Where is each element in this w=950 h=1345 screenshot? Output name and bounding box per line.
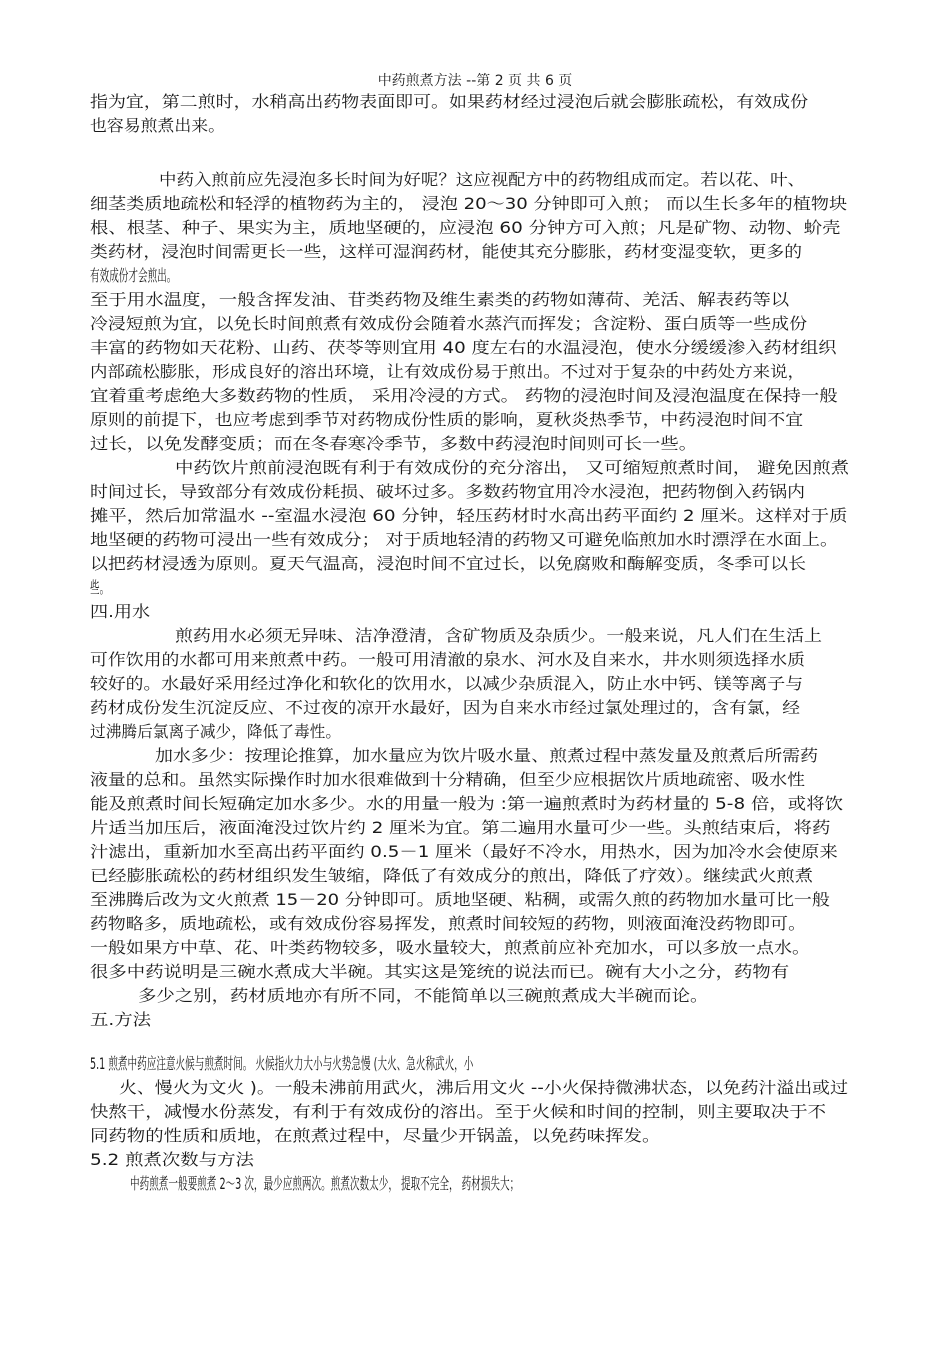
text-line: 摊平，然后加常温水 --室温水浸泡 60 分钟，轻压药材时水高出药平面约 2 厘米。这样对于质 — [90, 506, 848, 525]
section-heading: 5.1 煎煮中药应注意火候与煎煮时间。 火候指火力大小与火势急慢 (大火、急火称武火，小 — [90, 1054, 474, 1073]
text-line: 较好的。水最好采用经过净化和软化的饮用水，以减少杂质混入，防止水中钙、镁等离子与 — [90, 674, 804, 693]
text-line: 指为宜，第二煎时，水稍高出药物表面即可。如果药材经过浸泡后就会膨胀疏松，有效成份 — [90, 92, 809, 111]
text-line: 丰富的药物如天花粉、山药、茯苓等则宜用 40 度左右的水温浸泡，使水分缓缓渗入药材组织 — [90, 338, 837, 357]
text-line: 过沸腾后氯离子减少，降低了毒性。 — [90, 722, 342, 741]
text-line: 同药物的性质和质地，在煎煮过程中，尽量少开锅盖，以免药味挥发。 — [90, 1126, 661, 1145]
text-line: 冷浸短煎为宜，以免长时间煎煮有效成份会随着水蒸汽而挥发；含淀粉、蛋白质等一些成份 — [90, 314, 808, 333]
page-header: 中药煎煮方法 --第 2 页 共 6 页 — [377, 73, 573, 89]
text-line: 煎药用水必须无异味、洁净澄清，含矿物质及杂质少。一般来说，凡人们在生活上 — [175, 626, 823, 645]
text-line: 中药入煎前应先浸泡多长时间为好呢？这应视配方中的药物组成而定。若以花、叶、 — [159, 170, 806, 189]
text-line: 至沸腾后改为文火煎煮 15－20 分钟即可。质地坚硬、粘稠，或需久煎的药物加水量可比一般 — [90, 890, 830, 909]
text-line: 类药材，浸泡时间需更长一些，这样可湿润药材，能使其充分膨胀，药材变湿变软，更多的 — [90, 242, 803, 261]
text-line: 内部疏松膨胀，形成良好的溶出环境，让有效成份易于煎出。不过对于复杂的中药处方来说， — [90, 362, 805, 381]
text-line: 时间过长，导致部分有效成份耗损、破坏过多。多数药物宜用冷水浸泡，把药物倒入药锅内 — [90, 482, 806, 501]
text-line: 中药饮片煎前浸泡既有利于有效成份的充分溶出， 又可缩短煎煮时间， 避免因煎煮 — [175, 458, 850, 477]
text-line: 液量的总和。虽然实际操作时加水很难做到十分精确，但至少应根据饮片质地疏密、吸水性 — [90, 770, 806, 789]
text-line: 能及煎煮时间长短确定加水多少。水的用量一般为 :第一遍煎煮时为药材量的 5-8 倍，或将饮 — [90, 794, 844, 813]
text-line: 火、慢火为文火 )。一般未沸前用武火，沸后用文火 --小火保持微沸状态，以免药汁溢出或过 — [119, 1078, 848, 1097]
text-line: 也容易煎煮出来。 — [90, 116, 226, 135]
text-line: 多少之别，药材质地亦有所不同，不能简单以三碗煎煮成大半碗而论。 — [138, 986, 709, 1005]
text-line: 些。 — [90, 578, 110, 597]
text-line: 很多中药说明是三碗水煮成大半碗。其实这是笼统的说法而已。碗有大小之分，药物有 — [90, 962, 790, 981]
text-line: 片适当加压后，液面淹没过饮片约 2 厘米为宜。第二遍用水量可少一些。头煎结束后，将药 — [90, 818, 831, 837]
text-line: 可作饮用的水都可用来煎煮中药。一般可用清澈的泉水、河水及自来水，井水则须选择水质 — [90, 650, 806, 669]
section-heading: 四.用水 — [90, 602, 151, 621]
text-line: 有效成份才会煎出。 — [90, 266, 177, 285]
text-line: 原则的前提下，也应考虑到季节对药物成份性质的影响，夏秋炎热季节，中药浸泡时间不宜 — [90, 410, 804, 429]
text-line: 宜着重考虑绝大多数药物的性质， 采用冷浸的方式。 药物的浸泡时间及浸泡温度在保持一般 — [90, 386, 838, 405]
text-line: 加水多少：按理论推算，加水量应为饮片吸水量、煎煮过程中蒸发量及煎煮后所需药 — [155, 746, 818, 765]
text-line: 汁滤出，重新加水至高出药平面约 0.5－1 厘米（最好不冷水，用热水，因为加冷水会使原来 — [90, 842, 838, 861]
text-line: 5.2 煎煮次数与方法 — [90, 1150, 254, 1169]
text-line: 药材成份发生沉淀反应、不过夜的凉开水最好，因为自来水市经过氯处理过的，含有氯，经 — [90, 698, 801, 717]
text-line: 一般如果方中草、花、叶类药物较多，吸水量较大，煎煮前应补充加水，可以多放一点水。 — [90, 938, 811, 957]
text-line: 已经膨胀疏松的药材组织发生皱缩，降低了有效成分的煎出，降低了疗效）。继续武火煎煮 — [90, 866, 814, 885]
text-line: 地坚硬的药物可浸出一些有效成分； 对于质地轻清的药物又可避免临煎加水时漂浮在水面上。 — [90, 530, 839, 549]
text-line: 五.方法 — [90, 1010, 152, 1029]
text-line: 以把药材浸透为原则。夏天气温高，浸泡时间不宜过长，以免腐败和酶解变质，冬季可以长 — [90, 554, 806, 573]
text-line: 至于用水温度，一般含挥发油、苷类药物及维生素类的药物如薄荷、羌活、解表药等以 — [90, 290, 790, 309]
text-line: 快熬干，减慢水份蒸发，有利于有效成份的溶出。至于火候和时间的控制，则主要取决于不 — [90, 1102, 827, 1121]
text-line: 细茎类质地疏松和轻浮的植物药为主的， 浸泡 20～30 分钟即可入煎； 而以生长多年的植物块 — [90, 194, 848, 213]
text-line: 过长，以免发酵变质；而在冬春寒冷季节，多数中药浸泡时间则可长一些。 — [90, 434, 698, 453]
text-line: 根、根茎、种子、果实为主，质地坚硬的，应浸泡 60 分钟方可入煎；凡是矿物、动物、蚧壳 — [90, 218, 841, 237]
text-line: 药物略多，质地疏松，或有效成份容易挥发，煎煮时间较短的药物，则液面淹没药物即可。 — [90, 914, 806, 933]
text-line: 中药煎煮一般要煎煮 2～3 次，最少应煎两次。煎煮次数太少， 提取不完全， 药材损失大； — [130, 1174, 520, 1193]
